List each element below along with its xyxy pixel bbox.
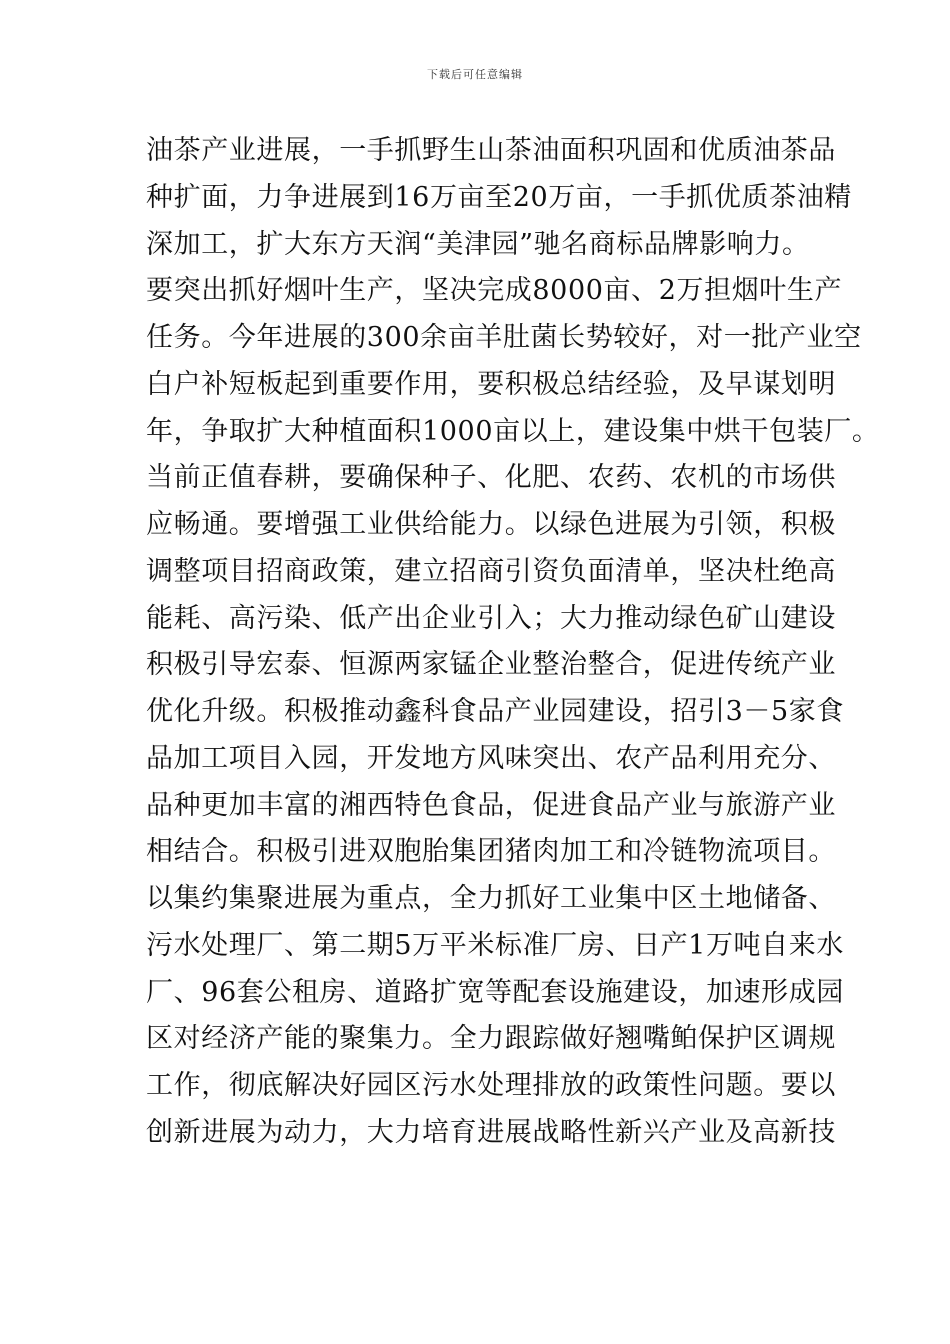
text-line: 优化升级。积极推动鑫科食品产业园建设，招引3－5家食 xyxy=(146,696,844,727)
text-line: 白户补短板起到重要作用，要积极总结经验，及早谋划明 xyxy=(146,368,836,400)
text-line: 相结合。积极引进双胞胎集团猪肉加工和冷链物流项目。 xyxy=(146,836,836,868)
text-line: 创新进展为动力，大力培育进展战略性新兴产业及高新技 xyxy=(146,1116,836,1148)
text-line: 应畅通。要增强工业供给能力。以绿色进展为引领，积极 xyxy=(146,509,836,540)
text-line: 调整项目招商政策，建立招商引资负面清单，坚决杜绝高 xyxy=(146,555,836,587)
text-line: 要突出抓好烟叶生产，坚决完成8000亩、2万担烟叶生产 xyxy=(146,275,843,307)
text-line: 以集约集聚进展为重点，全力抓好工业集中区土地储备、 xyxy=(146,883,836,914)
text-line: 年，争取扩大种植面积1000亩以上，建设集中烘干包装厂。 xyxy=(146,415,880,447)
page-header: 下载后可任意编辑 xyxy=(427,68,523,81)
text-line: 区对经济产能的聚集力。全力跟踪做好翘嘴鲌保护区调规 xyxy=(146,1023,836,1055)
text-line: 品加工项目入园，开发地方风味突出、农产品利用充分、 xyxy=(146,742,836,774)
text-line: 当前正值春耕，要确保种子、化肥、农药、农机的市场供 xyxy=(146,462,836,494)
text-line: 厂、96套公租房、道路扩宽等配套设施建设，加速形成园 xyxy=(146,976,844,1008)
text-line: 积极引导宏泰、恒源两家锰企业整治整合，促进传统产业 xyxy=(146,649,836,681)
text-line: 深加工，扩大东方天润“美津园”驰名商标品牌影响力。 xyxy=(146,228,810,260)
text-line: 能耗、高污染、低产出企业引入；大力推动绿色矿山建设 xyxy=(146,602,836,634)
text-line: 种扩面，力争进展到16万亩至20万亩，一手抓优质茶油精 xyxy=(146,181,852,213)
text-line: 污水处理厂、第二期5万平米标准厂房、日产1万吨自来水 xyxy=(146,929,844,961)
text-line: 油茶产业进展，一手抓野生山茶油面积巩固和优质油茶品 xyxy=(146,135,836,166)
text-line: 任务。今年进展的300余亩羊肚菌长势较好，对一批产业空 xyxy=(146,322,862,353)
body-paragraph xyxy=(146,128,880,1157)
text-line: 品种更加丰富的湘西特色食品，促进食品产业与旅游产业 xyxy=(146,789,836,821)
text-line: 工作，彻底解决好园区污水处理排放的政策性问题。要以 xyxy=(146,1070,836,1101)
